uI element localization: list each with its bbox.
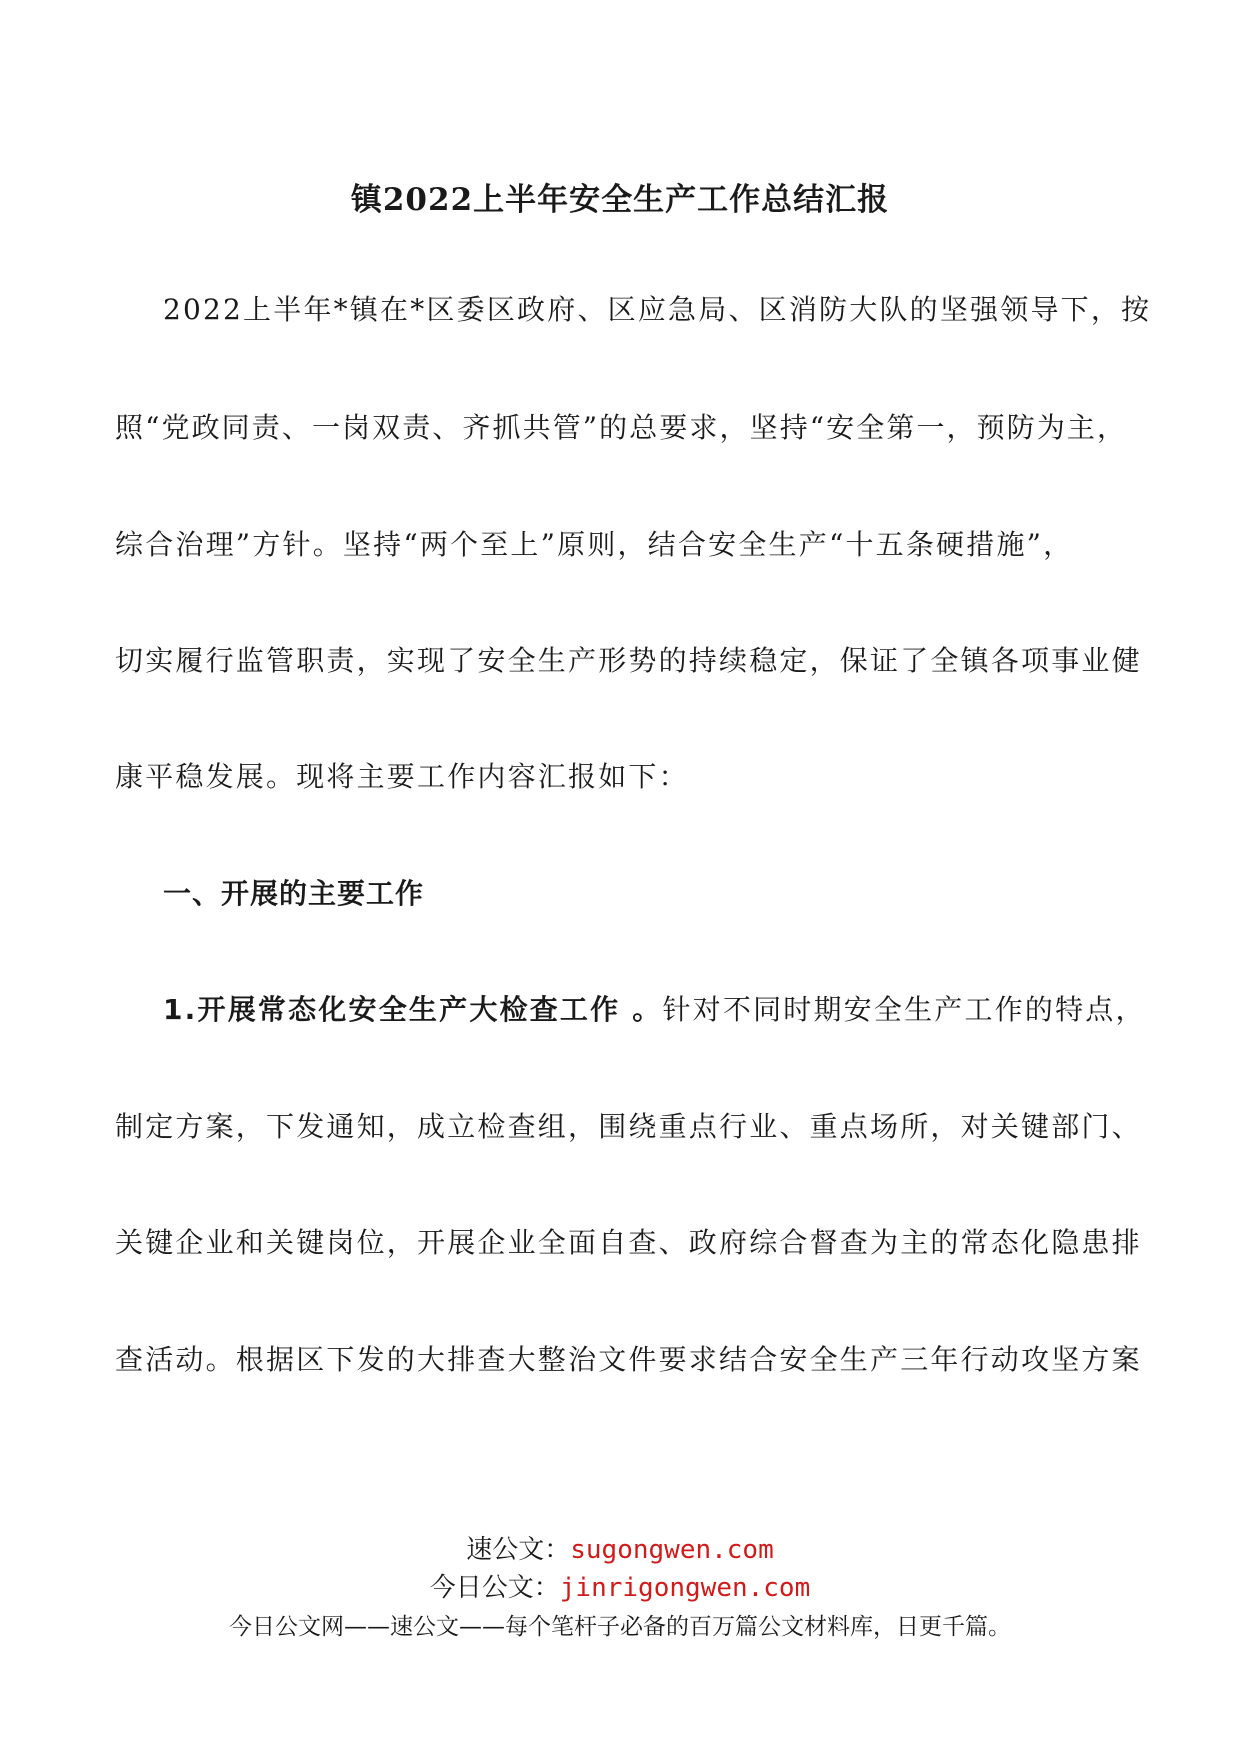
document-title: 镇2022上半年安全生产工作总结汇报 [350,182,890,218]
footer-line-jinrigongwen [0,1570,1240,1606]
footer-slogan: 今日公文网——速公文——每个笔杆子必备的百万篇公文材料库，日更千篇。 [229,1614,1011,1640]
paragraph-line: 综合治理”方针。坚持“两个至上”原则，结合安全生产“十五条硬措施”， [115,528,1074,561]
item-1-lead: 1.开展常态化安全生产大检查工作 。 [163,993,663,1026]
section-heading: 一、开展的主要工作 [163,877,425,910]
footer-label: 今日公文： [429,1573,560,1603]
footer-label: 速公文： [466,1535,571,1565]
paragraph-line: 康平稳发展。现将主要工作内容汇报如下： [115,760,689,793]
footer-link-jinrigongwen[interactable]: jinrigongwen.com [559,1573,811,1603]
item-1-rest: 针对不同时期安全生产工作的特点， [662,993,1146,1026]
paragraph-line: 2022上半年*镇在*区委区政府、区应急局、区消防大队的坚强领导下，按 [163,293,1152,326]
paragraph-line: 制定方案，下发通知，成立检查组，围绕重点行业、重点场所，对关键部门、 [115,1110,1142,1143]
paragraph-line: 关键企业和关键岗位，开展企业全面自查、政府综合督查为主的常态化隐患排 [115,1226,1142,1259]
paragraph-line: 查活动。根据区下发的大排查大整治文件要求结合安全生产三年行动攻坚方案 [115,1343,1142,1376]
footer-link-sugongwen[interactable]: sugongwen.com [570,1535,774,1565]
item-1-first-line [163,990,1146,1030]
paragraph-line: 照“党政同责、一岗双责、齐抓共管”的总要求，坚持“安全第一，预防为主， [115,411,1125,444]
footer-line-sugongwen [0,1532,1240,1568]
paragraph-line: 切实履行监管职责，实现了安全生产形势的持续稳定，保证了全镇各项事业健 [115,644,1142,677]
